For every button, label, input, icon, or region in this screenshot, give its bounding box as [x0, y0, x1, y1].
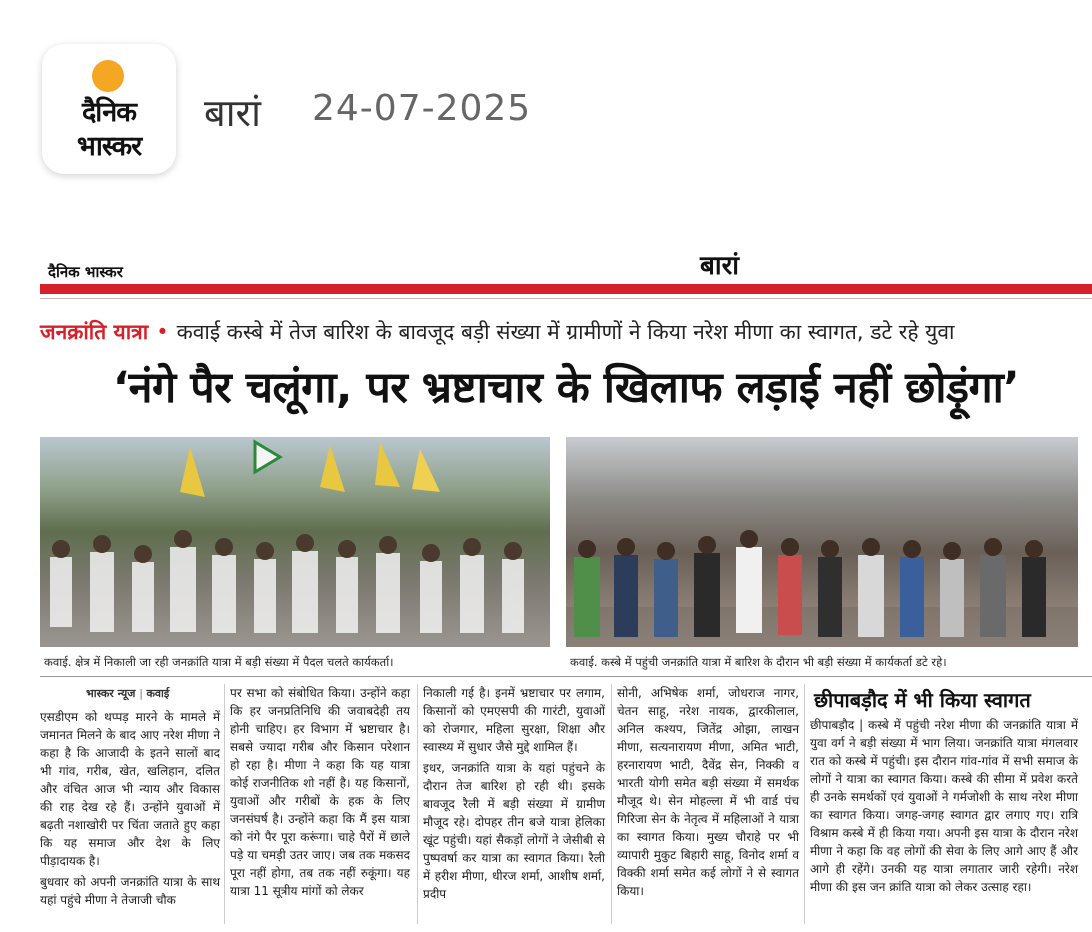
article-paragraph: निकाली गई है। इनमें भ्रष्टाचार पर लगाम, किसानों को एमएसपी की गारंटी, युवाओं को रोजगार, महिला सुरक्षा, शिक्षा और स्वास्थ्य में सुधार जैसे मुद्दे शामिल हैं। [423, 686, 605, 754]
photo-caption-1: कवाई. क्षेत्र में निकाली जा रही जनक्रांति यात्रा में बड़ी संख्या में पैदल चलते कार्यकर्ता। [44, 655, 394, 669]
logo-text-line2: भास्कर [76, 131, 142, 162]
masthead-rule [40, 284, 1092, 294]
column-divider [804, 684, 805, 924]
byline: भास्कर न्यूज | कवाई [86, 687, 170, 700]
photo-caption-2: कवाई. कस्बे में पहुंची जनक्रांति यात्रा में बारिश के दौरान भी बड़ी संख्या में कार्यकर्ता डटे रहे। [570, 655, 947, 669]
sub-headline: छीपाबड़ौद में भी किया स्वागत [814, 688, 1031, 712]
kicker-text: कवाई कस्बे में तेज बारिश के बावजूद बड़ी संख्या में ग्रामीणों ने किया नरेश मीणा का स्वागत, डटे रहे युवा [176, 320, 955, 344]
crowd-illustration-2 [566, 517, 1078, 647]
article-column-1 [40, 708, 220, 912]
byline-place: कवाई [146, 687, 170, 700]
caption-rule [40, 676, 1092, 677]
kicker-label: जनक्रांति यात्रा [40, 320, 149, 344]
byline-source: भास्कर न्यूज [86, 687, 136, 700]
masthead-thin-rule [40, 298, 1092, 299]
article-column-3 [423, 684, 605, 906]
article-paragraph: इधर, जनक्रांति यात्रा के यहां पहुंचने के दौरान तेज बारिश हो रही थी। इसके बावजूद रैली में बड़ी संख्या में ग्रामीण मौजूद रहे। दोपहर तीन बजे यात्रा हेलिका खूंट पहुंची। यहां सैकड़ों लोगों ने जेसीबी से पुष्पवर्षा कर यात्रा का स्वागत किया। रैली में हरीश मीणा, धीरज शर्मा, आशीष शर्मा, प्रदीप [423, 761, 605, 901]
edition-city: बारां [204, 91, 261, 135]
column-divider [224, 684, 225, 924]
page-city-heading: बारां [700, 251, 739, 281]
rally-photo-rain [566, 437, 1078, 647]
edition-date: 24-07-2025 [312, 88, 532, 129]
article-column-4 [617, 684, 799, 903]
logo-text-line1: दैनिक [81, 97, 137, 128]
article-kicker [40, 318, 1092, 346]
article-paragraph: सोनी, अभिषेक शर्मा, जोधराज नागर, चेतन साहू, नरेश नायक, द्वारकीलाल, अनिल कश्यप, जितेंद्र ओझा, लाखन मीणा, सत्यनारायण मीणा, अमित भाटी, हरनारायण भाटी, दैवेंद्र सेन, निक्की व भारती योगी समेत बड़ी संख्या में समर्थक मौजूद थे। सेन मोहल्ला में भी वार्ड पंच गिरिजा सेन के नेतृत्व में महिलाओं ने यात्रा का स्वागत किया। मुख्य चौराहे पर भी व्यापारी मुकुट बिहारी साहू, विनोद शर्मा व विक्की शर्मा समेत कई लोगों ने से स्वागत किया। [617, 686, 799, 898]
article-paragraph: एसडीएम को थप्पड़ मारने के मामले में जमानत मिलने के बाद आए नरेश मीणा ने कहा है कि आजादी के इतने सालों बाद भी गांव, गरीब, खेत, खलिहान, दलित और वंचित आज भी न्याय और विकास की राह देख रहे हैं। उन्होंने युवाओं में बढ़ती नशाखोरी पर चिंता जताते हुए कहा कि यह समाज और देश के लिए पीड़ादायक है। [40, 710, 220, 868]
article-paragraph: छीपाबड़ौद | कस्बे में पहुंची नरेश मीणा की जनक्रांति यात्रा में युवा वर्ग ने बड़ी संख्या में भाग लिया। जनक्रांति यात्रा मंगलवार रात को कस्बे में पहुंची। इस दौरान गांव-गांव में सभी समाज के लोगों ने यात्रा का स्वागत किया। कस्बे की सीमा में प्रवेश करते ही उनके समर्थकों एवं युवाओं ने गर्मजोशी के साथ नरेश मीणा का स्वागत किया। जगह-जगह स्वागत द्वार लगाए गए। रात्रि विश्राम कस्बे में ही किया गया। अपनी इस यात्रा के दौरान नरेश मीणा ने कहा कि वह लोगों की सेवा के लिए आगे आए हैं और आगे ही रहेंगे। उनकी यह यात्रा लगातार जारी रहेगी। नरेश मीणा की इस जन क्रांति यात्रा को लेकर उत्साह रहा। [810, 718, 1078, 894]
article-paragraph: पर सभा को संबोधित किया। उन्होंने कहा कि हर जनप्रतिनिधि की जवाबदेही तय होनी चाहिए। हर विभाग में भ्रष्टाचार है। सबसे ज्यादा गरीब और किसान परेशान हो रहा है। मीणा ने कहा कि यह यात्रा कोई राजनीतिक शो नहीं है। यह किसानों, युवाओं और गरीबों के हक के लिए जनसंघर्ष है। उन्होंने कहा कि मैं इस यात्रा को नंगे पैर पूरा करूंगा। चाहे पैरों में छाले पड़े या चमड़ी उतर जाए। जब तक मकसद पूरा नहीं होगा, तब तक नहीं रुकूंगा। यह यात्रा 11 सूत्रीय मांगों को लेकर [230, 686, 410, 898]
article-paragraph: बुधवार को अपनी जनक्रांति यात्रा के साथ यहां पहुंचे मीणा ने तेजाजी चौक [40, 875, 220, 907]
article-column-5 [810, 716, 1078, 899]
article-column-2 [230, 684, 410, 903]
column-divider [611, 684, 612, 924]
flags-illustration [40, 437, 550, 537]
column-divider [417, 684, 418, 924]
brand-logo [42, 44, 176, 174]
rally-photo-walking [40, 437, 550, 647]
article-headline: ‘नंगे पैर चलूंगा, पर भ्रष्टाचार के खिलाफ लड़ाई नहीं छोड़ूंगा’ [112, 363, 1020, 413]
paper-name: दैनिक भास्कर [48, 263, 123, 281]
sun-icon [92, 60, 124, 92]
kicker-bullet: • [156, 320, 169, 344]
